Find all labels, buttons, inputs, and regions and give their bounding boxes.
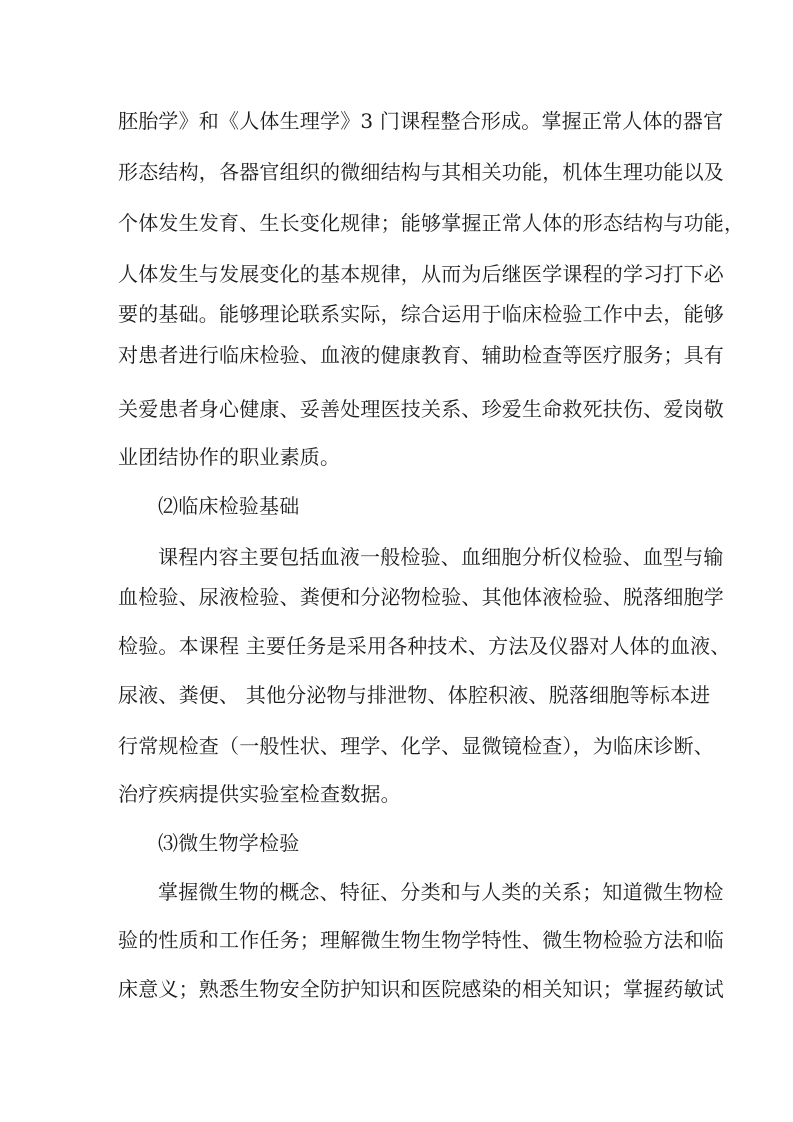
paragraph-3-line-2: 验的性质和工作任务；理解微生物生物学特性、微生物检验方法和临 [118,928,724,952]
paragraph-1-line-4: 人体发生与发展变化的基本规律，从而为后继医学课程的学习打下必 [118,262,724,286]
section-heading-microbiology-lab: ⑶微生物学检验 [158,831,300,855]
paragraph-1-line-3: 个体发生发育、生长变化规律；能够掌握正常人体的形态结构与功能， [118,211,745,235]
paragraph-2-line-4: 尿液、粪便、 其他分泌物与排泄物、体腔积液、脱落细胞等标本进 [118,683,711,707]
paragraph-2-line-6: 治疗疾病提供实验室检查数据。 [118,782,401,806]
paragraph-1-line-2: 形态结构，各器官组织的微细结构与其相关功能，机体生理功能以及 [118,160,724,184]
paragraph-1-line-8: 业团结协作的职业素质。 [118,445,341,469]
paragraph-2-line-2: 血检验、尿液检验、粪便和分泌物检验、其他体液检验、脱落细胞学 [118,585,724,609]
paragraph-2-line-1: 课程内容主要包括血液一般检验、血细胞分析仪检验、血型与输 [158,545,724,569]
paragraph-2-line-5: 行常规检查（一般性状、理学、化学、显微镜检查），为临床诊断、 [118,734,714,758]
paragraph-2-line-3: 检验。本课程 主要任务是采用各种技术、方法及仪器对人体的血液、 [118,634,731,658]
paragraph-3-line-3: 床意义；熟悉生物安全防护知识和医院感染的相关知识；掌握药敏试 [118,977,724,1001]
paragraph-1-line-1: 胚胎学》和《人体生理学》3 门课程整合形成。掌握正常人体的器官 [118,109,724,133]
paragraph-3-line-1: 掌握微生物的概念、特征、分类和与人类的关系；知道微生物检 [158,880,724,904]
paragraph-1-line-6: 对患者进行临床检验、血液的健康教育、辅助检查等医疗服务；具有 [118,343,724,367]
paragraph-1-line-5: 要的基础。能够理论联系实际，综合运用于临床检验工作中去，能够 [118,302,724,326]
section-heading-clinical-lab-basics: ⑵临床检验基础 [158,494,300,518]
paragraph-1-line-7: 关爱患者身心健康、妥善处理医技关系、珍爱生命救死扶伤、爱岗敬 [118,397,724,421]
